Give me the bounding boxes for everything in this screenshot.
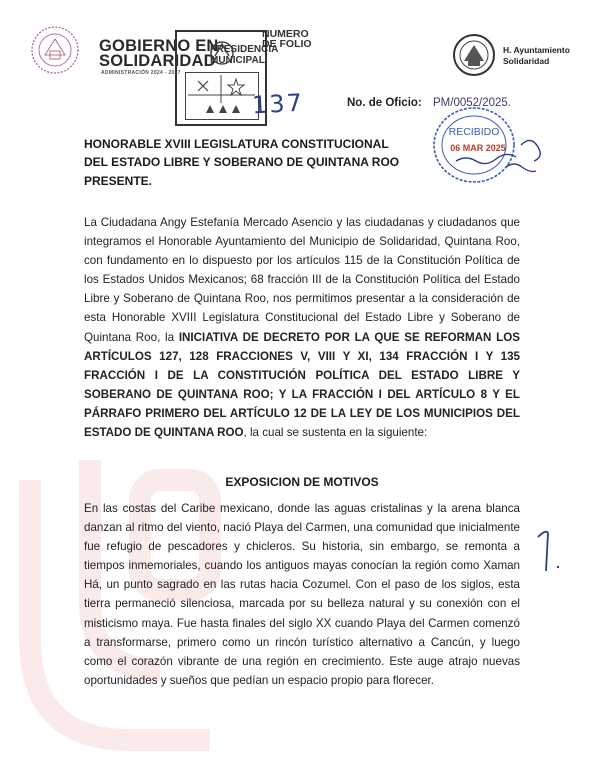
ayuntamiento-label-line1: H. Ayuntamiento xyxy=(503,45,570,55)
stamp-emblem-grid xyxy=(185,72,259,120)
addressee-line1: HONORABLE XVIII LEGISLATURA CONSTITUCIONAL xyxy=(84,137,389,151)
intro-closing: , la cual se sustenta en la siguiente: xyxy=(243,426,428,440)
municipal-label: MUNICIPAL xyxy=(210,55,265,66)
municipal-seal-icon xyxy=(30,25,80,75)
oficio-label: No. de Oficio: xyxy=(347,97,422,109)
motivos-paragraph: En las costas del Caribe mexicano, donde las aguas cristalinas y la arena blanca danzan al ritmo del viento, nació Playa del Carmen, una comunidad que inicialmente fue refugio de pescadores y chicleros. Su historia, sin embargo, se remonta a tiempos inmemoriales, cuando los antiguos mayas conocían la región como Xaman Há, un punto sagrado en las rutas hacia Cozumel. Con el paso de los siglos, esta tierra permaneció silenciosa, marcada por su belleza natural y su conexión con el misticismo maya. Fue hasta finales del siglo XX cuando Playa del Carmen comenzó a transformarse, primero como un rincón turístico alternativo a Cancún, y luego como el corazón vibrante de una región en crecimiento. Este auge atrajo nuevas oportunidades y sueños que pedían un espacio propio para florecer. xyxy=(84,502,520,687)
ayuntamiento-seal-icon xyxy=(452,33,496,77)
intro-paragraph xyxy=(84,213,520,442)
shield-icon xyxy=(186,73,257,118)
oficio-number: PM/0052/2025. xyxy=(433,97,512,109)
presidencia-label: PRESIDENCIA xyxy=(210,44,279,55)
addressee-line2: DEL ESTADO LIBRE Y SOBERANO DE QUINTANA ROO xyxy=(84,155,400,169)
svg-text:1: 1 xyxy=(532,525,533,526)
signature-scribble xyxy=(456,154,516,163)
handwritten-page-number xyxy=(532,525,572,575)
administracion-label: ADMINISTRACIÓN 2024 - 2027 xyxy=(101,70,181,76)
ayuntamiento-label-line2: Solidaridad xyxy=(503,56,550,66)
section-heading: EXPOSICION DE MOTIVOS xyxy=(225,475,379,489)
handwritten-folio-number: 137 xyxy=(251,88,305,120)
recibido-text: RECIBIDO xyxy=(448,126,500,138)
gobierno-title-line1: GOBIERNO EN xyxy=(99,37,219,55)
de-folio-label: DE FOLIO xyxy=(262,38,312,50)
recibido-stamp xyxy=(426,105,556,185)
decree-title: INICIATIVA DE DECRETO POR LA QUE SE REFORMAN LOS ARTÍCULOS 127, 128 FRACCIONES V, VIII Y XI, 134 FRACCIÓN I Y 135 FRACCIÓN I DE LA CONSTITUCIÓN POLÍTICA DEL ESTADO LIBRE Y SOBERANO DE QUINTANA ROO; Y LA FRACCIÓN I DEL ARTÍCULO 8 Y EL PÁRRAFO PRIMERO DEL ARTÍCULO 12 DE LA LEY DE LOS MUNICIPIOS DEL ESTADO DE QUINTANA ROO xyxy=(84,330,521,440)
intro-text: La Ciudadana Angy Estefanía Mercado Asencio y las ciudadanas y ciudadanos que integramos el Honorable Ayuntamiento del Municipio de Solidaridad, Quintana Roo, con fundamento en lo dispuesto por los artículos 115 de la Constitución Política de los Estados Unidos Mexicanos; 68 fracción III de la Constitución Política del Estado Libre y Soberano de Quintana Roo, nos permitimos presentar a la consideración de esta Honorable XVIII Legislatura Constitucional del Estado Libre y Soberano de Quintana Roo, la xyxy=(84,216,520,344)
recibido-date: 06 MAR 2025 xyxy=(450,143,506,153)
addressee-presente: PRESENTE. xyxy=(84,174,153,188)
numero-label: NUMERO xyxy=(262,28,309,40)
gobierno-title-line2: SOLIDARIDAD xyxy=(99,52,216,70)
